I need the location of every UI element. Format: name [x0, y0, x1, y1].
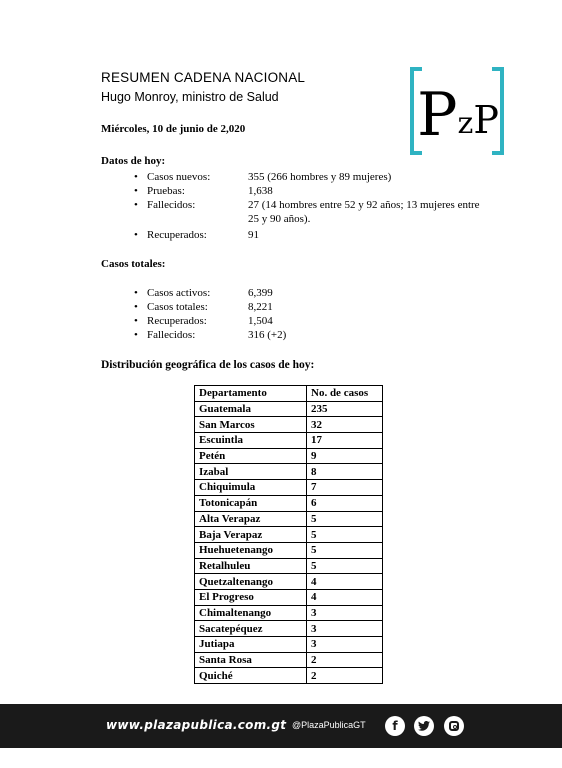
stat-value: 1,504 [248, 315, 273, 327]
instagram-icon[interactable] [444, 716, 464, 736]
cases-cell: 9 [307, 448, 383, 464]
today-stats-list [134, 170, 484, 242]
table-row [195, 668, 383, 684]
table-row [195, 480, 383, 496]
cases-cell: 6 [307, 495, 383, 511]
cases-cell: 5 [307, 527, 383, 543]
cases-cell: 4 [307, 589, 383, 605]
table-row [195, 542, 383, 558]
list-item [134, 228, 484, 242]
stat-value: 27 (14 hombres entre 52 y 92 años; 13 mujeres entre 25 y 90 años). [248, 199, 480, 225]
logo-lettering [417, 71, 499, 150]
table-row [195, 511, 383, 527]
table-body [195, 401, 383, 683]
cases-cell: 5 [307, 558, 383, 574]
cases-cell: 8 [307, 464, 383, 480]
list-item [134, 198, 484, 226]
department-cell: Totonicapán [195, 495, 307, 511]
bullet-icon: • [134, 229, 138, 241]
bullet-icon: • [134, 171, 138, 183]
department-cell: Guatemala [195, 401, 307, 417]
department-cell: Sacatepéquez [195, 621, 307, 637]
table-row [195, 652, 383, 668]
department-cell: Baja Verapaz [195, 527, 307, 543]
bullet-icon: • [134, 315, 138, 327]
table-row [195, 401, 383, 417]
table-row [195, 527, 383, 543]
totals-heading: Casos totales: [101, 258, 166, 270]
table-row [195, 605, 383, 621]
logo-letter-p1: P [417, 80, 458, 150]
table-row [195, 558, 383, 574]
department-cell: El Progreso [195, 589, 307, 605]
column-header-casos: No. de casos [307, 386, 383, 402]
twitter-bird-glyph [418, 721, 430, 731]
cases-cell: 3 [307, 621, 383, 637]
department-cell: San Marcos [195, 417, 307, 433]
list-item [134, 300, 484, 314]
stat-label: Casos nuevos: [147, 171, 211, 183]
stat-label: Casos totales: [147, 301, 208, 313]
department-cell: Alta Verapaz [195, 511, 307, 527]
twitter-icon[interactable] [414, 716, 434, 736]
plaza-publica-logo [410, 67, 504, 149]
table-row [195, 464, 383, 480]
document-title: RESUMEN CADENA NACIONAL [101, 70, 306, 85]
stat-label: Recuperados: [147, 315, 207, 327]
social-handle[interactable]: @PlazaPublicaGT [292, 720, 366, 730]
table-row [195, 417, 383, 433]
department-cell: Quetzaltenango [195, 574, 307, 590]
stat-value: 6,399 [248, 287, 273, 299]
department-cell: Chiquimula [195, 480, 307, 496]
department-cell: Retalhuleu [195, 558, 307, 574]
stat-label: Fallecidos: [147, 329, 196, 341]
instagram-glyph [449, 721, 459, 731]
cases-cell: 7 [307, 480, 383, 496]
cases-cell: 17 [307, 433, 383, 449]
cases-cell: 5 [307, 542, 383, 558]
stat-value: 1,638 [248, 185, 273, 197]
website-link[interactable]: www.plazapublica.com.gt [106, 718, 287, 732]
cases-cell: 235 [307, 401, 383, 417]
cases-cell: 5 [307, 511, 383, 527]
facebook-icon[interactable]: f [385, 716, 405, 736]
department-cell: Escuintla [195, 433, 307, 449]
document-date: Miércoles, 10 de junio de 2,020 [101, 123, 246, 135]
table-row [195, 574, 383, 590]
table-row [195, 621, 383, 637]
totals-stats-list [134, 286, 484, 342]
list-item [134, 286, 484, 300]
department-cell: Santa Rosa [195, 652, 307, 668]
logo-letter-z: z [457, 106, 474, 141]
list-item [134, 170, 484, 184]
stat-value: 91 [248, 229, 259, 241]
stat-label: Recuperados: [147, 229, 207, 241]
bullet-icon: • [134, 301, 138, 313]
list-item [134, 314, 484, 328]
table-row [195, 495, 383, 511]
stat-label: Pruebas: [147, 185, 185, 197]
cases-cell: 2 [307, 652, 383, 668]
geo-distribution-table [194, 385, 383, 684]
table-header-row [195, 386, 383, 402]
stat-label: Casos activos: [147, 287, 211, 299]
column-header-departamento: Departamento [195, 386, 307, 402]
today-heading: Datos de hoy: [101, 155, 166, 167]
department-cell: Jutiapa [195, 637, 307, 653]
stat-value: 316 (+2) [248, 329, 287, 341]
table-row [195, 448, 383, 464]
bullet-icon: • [134, 199, 138, 211]
geo-heading: Distribución geográfica de los casos de hoy: [101, 359, 315, 371]
bullet-icon: • [134, 329, 138, 341]
cases-cell: 3 [307, 637, 383, 653]
table-row [195, 637, 383, 653]
department-cell: Chimaltenango [195, 605, 307, 621]
stat-label: Fallecidos: [147, 199, 196, 211]
department-cell: Huehuetenango [195, 542, 307, 558]
department-cell: Izabal [195, 464, 307, 480]
bullet-icon: • [134, 287, 138, 299]
stat-value: 8,221 [248, 301, 273, 313]
table-row [195, 433, 383, 449]
department-cell: Petén [195, 448, 307, 464]
list-item [134, 184, 484, 198]
cases-cell: 3 [307, 605, 383, 621]
table-row [195, 589, 383, 605]
footer-bar [0, 704, 562, 748]
bullet-icon: • [134, 185, 138, 197]
cases-cell: 2 [307, 668, 383, 684]
cases-cell: 4 [307, 574, 383, 590]
list-item [134, 328, 484, 342]
cases-cell: 32 [307, 417, 383, 433]
stat-value: 355 (266 hombres y 89 mujeres) [248, 171, 392, 183]
logo-letter-p2: P [473, 98, 499, 142]
document-subtitle: Hugo Monroy, ministro de Salud [101, 90, 279, 104]
department-cell: Quiché [195, 668, 307, 684]
